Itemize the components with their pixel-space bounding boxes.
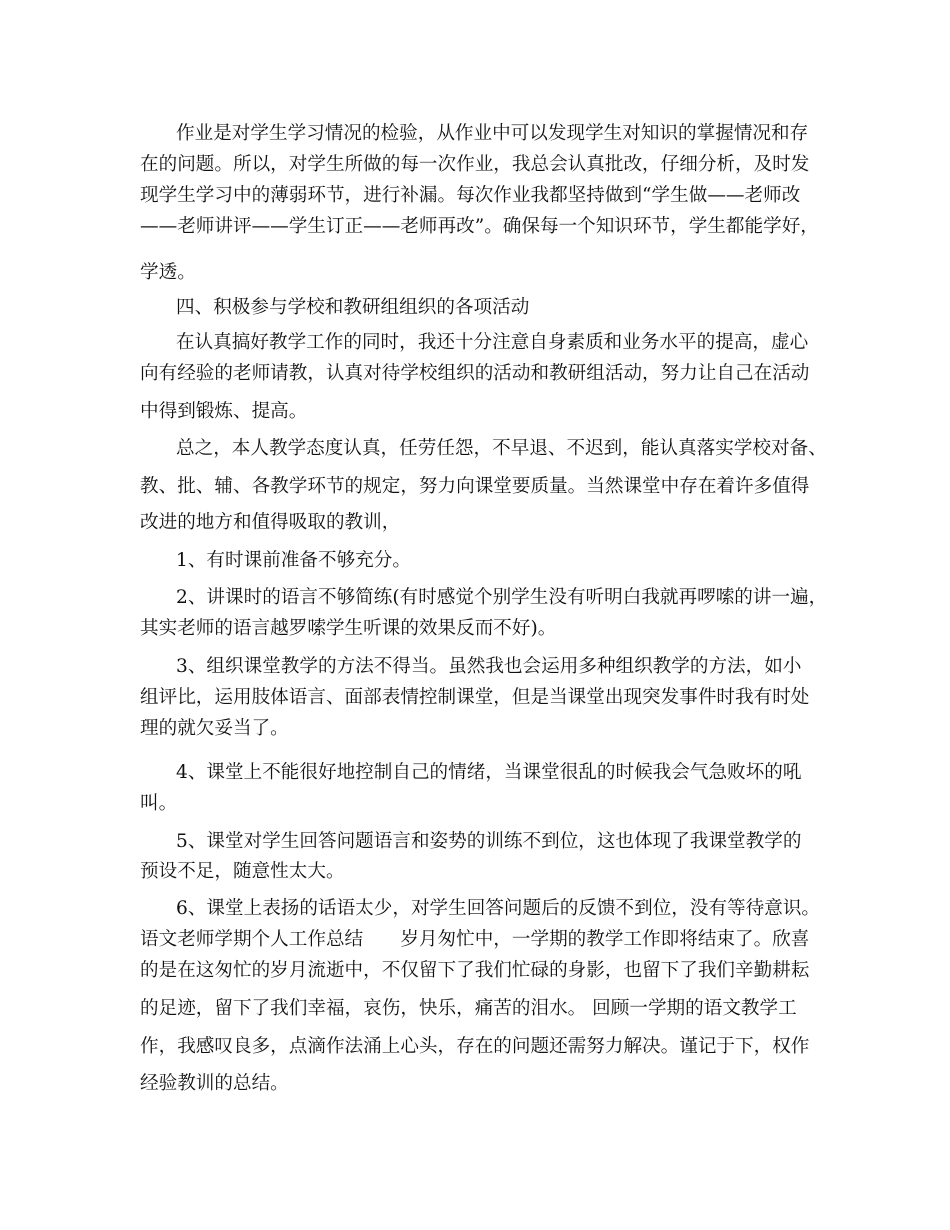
text-line: 预设不足，随意性太大。 bbox=[140, 861, 345, 882]
text-line: 叫。 bbox=[140, 793, 178, 814]
text-line: 的足迹，留下了我们幸福，哀伤，快乐，痛苦的泪水。 回顾一学期的语文教学工 bbox=[140, 998, 797, 1019]
text-line: 其实老师的语言越罗嗦学生听课的效果反而不好)。 bbox=[140, 618, 557, 639]
text-line: ——老师讲评——学生订正——老师再改”。确保每一个知识环节，学生都能学好， bbox=[140, 216, 819, 237]
text-line: 学透。 bbox=[140, 262, 196, 283]
list-item: 2、讲课时的语言不够简练(有时感觉个别学生没有听明白我就再啰嗦的讲一遍， bbox=[176, 587, 828, 608]
section-heading: 四、积极参与学校和教研组组织的各项活动 bbox=[176, 297, 530, 318]
text-line: 向有经验的老师请教，认真对待学校组织的活动和教研组活动，努力让自己在活动 bbox=[140, 363, 810, 384]
text-line: 理的就欠妥当了。 bbox=[140, 718, 289, 739]
text-line: 改进的地方和值得吸取的教训， bbox=[140, 512, 401, 533]
list-item: 4、课堂上不能很好地控制自己的情绪，当课堂很乱的时候我会气急败坏的吼 bbox=[176, 762, 802, 783]
text-line: 现学生学习中的薄弱环节，进行补漏。每次作业我都坚持做到“学生做——老师改 bbox=[140, 185, 801, 206]
list-item: 6、课堂上表扬的话语太少，对学生回答问题后的反馈不到位，没有等待意识。 bbox=[176, 898, 821, 919]
list-item: 3、组织课堂教学的方法不得当。虽然我也会运用多种组织教学的方法，如小 bbox=[176, 656, 802, 677]
list-item: 5、课堂对学生回答问题语言和姿势的训练不到位，这也体现了我课堂教学的 bbox=[176, 831, 802, 852]
text-line: 组评比，运用肢体语言、面部表情控制课堂，但是当课堂出现突发事件时我有时处 bbox=[140, 687, 810, 708]
text-line: 作，我感叹良多，点滴作法涌上心头，存在的问题还需努力解决。谨记于下，权作 bbox=[140, 1036, 810, 1057]
text-line: 在的问题。所以，对学生所做的每一次作业，我总会认真批改，仔细分析，及时发 bbox=[140, 154, 810, 175]
text-line: 的是在这匆忙的岁月流逝中，不仅留下了我们忙碌的身影，也留下了我们辛勤耕耘 bbox=[140, 960, 810, 981]
list-item: 1、有时课前准备不够充分。 bbox=[176, 550, 411, 571]
text-line: 总之，本人教学态度认真，任劳任怨，不早退、不迟到，能认真落实学校对备、 bbox=[176, 438, 827, 459]
text-line: 教、批、辅、各教学环节的规定，努力向课堂要质量。当然课堂中存在着许多值得 bbox=[140, 476, 810, 497]
text-line: 在认真搞好教学工作的同时，我还十分注意自身素质和业务水平的提高，虚心 bbox=[176, 332, 809, 353]
text-line: 语文老师学期个人工作总结 岁月匆忙中，一学期的教学工作即将结束了。欣喜 bbox=[140, 929, 810, 950]
text-line: 经验教训的总结。 bbox=[140, 1073, 289, 1094]
text-line: 作业是对学生学习情况的检验，从作业中可以发现学生对知识的掌握情况和存 bbox=[176, 123, 809, 144]
text-line: 中得到锻炼、提高。 bbox=[140, 401, 308, 422]
